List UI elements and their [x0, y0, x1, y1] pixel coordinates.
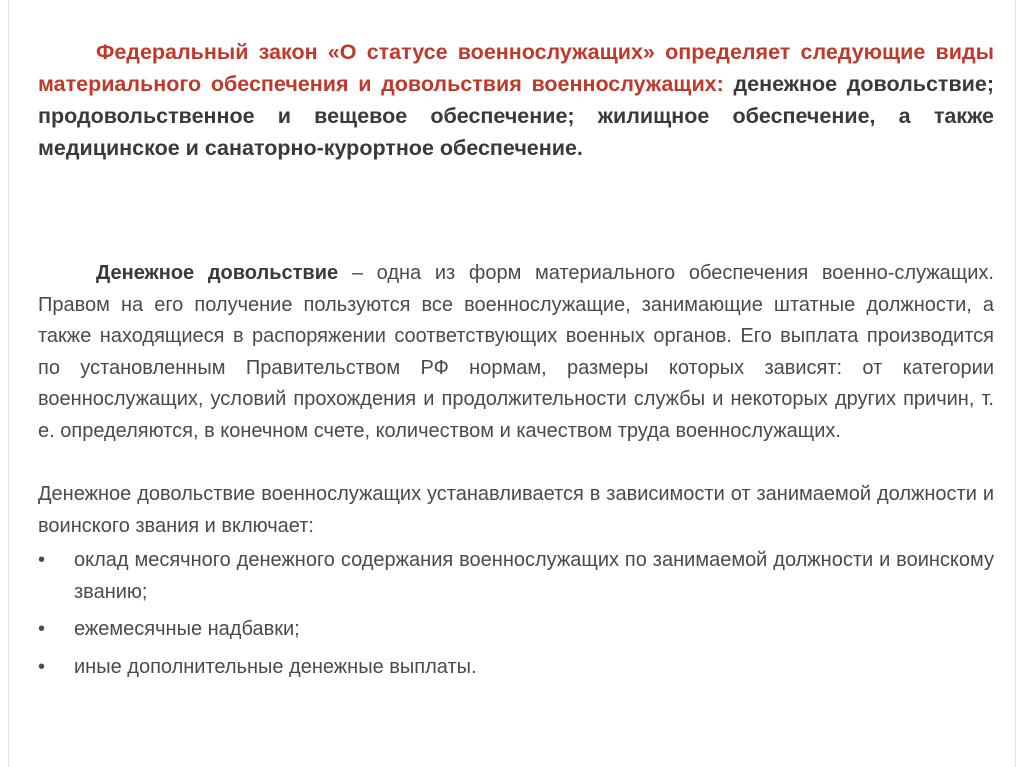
bullet-icon: •	[38, 655, 46, 678]
bullet-icon: •	[38, 549, 46, 571]
left-border	[8, 0, 9, 767]
intro-red-text: Федеральный закон «О статусе военнослужащих» определяет следующие виды материального обеспечения и довольствия военнослужащих:	[38, 40, 994, 96]
list-item	[38, 652, 994, 684]
intro-dark-text: денежное довольствие; продовольственное и вещевое обеспечение; жилищное обеспечение, а также медицинское и санаторно-курортное обеспечение.	[38, 72, 994, 160]
paragraph-includes	[38, 479, 994, 542]
paragraph-monetary-allowance	[38, 258, 994, 447]
list-item-text: оклад месячного денежного содержания военнослужащих по занимаемой должности и воинскому званию;	[74, 549, 994, 603]
bullet-list	[38, 545, 994, 689]
list-item	[38, 614, 994, 646]
right-border	[1015, 0, 1016, 767]
intro-paragraph	[38, 36, 994, 164]
list-item-text: ежемесячные надбавки;	[74, 618, 300, 640]
paragraph-text: Денежное довольствие военнослужащих устанавливается в зависимости от занимаемой должности и воинского звания и включает:	[38, 483, 994, 537]
list-item	[38, 545, 994, 608]
list-item-text: иные дополнительные денежные выплаты.	[74, 655, 477, 678]
paragraph-term: Денежное довольствие	[96, 262, 339, 284]
paragraph-text: – одна из форм материального обеспечения военно-служащих. Правом на его получение пользуются все военнослужащие, занимающие штатные должности, а также находящиеся в распоряжении соответствующих военных органов. Его выплата производится по установленным Правительством РФ нормам, размеры которых зависят: от категории военнослужащих, условий прохождения и продолжительности службы и некоторых других причин, т. е. определяются, в конечном счете, количеством и качеством труда военнослужащих.	[38, 262, 994, 442]
bullet-icon: •	[38, 618, 46, 640]
